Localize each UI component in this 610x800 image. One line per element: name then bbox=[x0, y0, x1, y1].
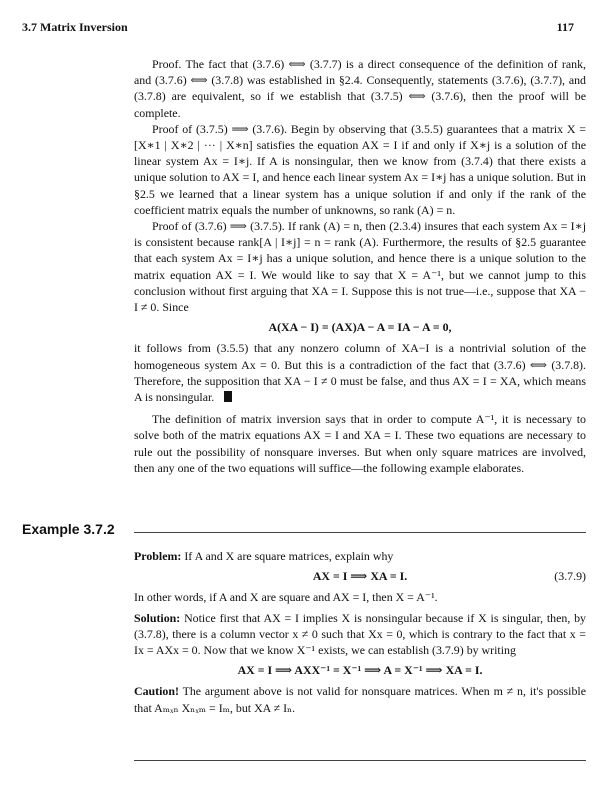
equation-chain: AX = I ⟹ AXX⁻¹ = X⁻¹ ⟹ A = X⁻¹ ⟹ XA = I. bbox=[237, 663, 483, 678]
definition-paragraph: The definition of matrix inversion says that in order to compute A⁻¹, it is necessary to solve both of the matrix equations AX = I and XA = I. These two equations are necessary to rule out the possibility of nonsquare inverses. But when only square matrices are involved, then any one of the two equations will suffice—the following example elaborates. bbox=[134, 412, 586, 475]
equation-number: (3.7.9) bbox=[554, 569, 586, 584]
equation-3-7-9: AX = I ⟹ XA = I. (3.7.9) bbox=[312, 569, 586, 584]
example-heading bbox=[22, 521, 586, 541]
example-block bbox=[134, 548, 586, 716]
qed-mark bbox=[224, 391, 232, 402]
page-number: 117 bbox=[556, 20, 574, 34]
solution-label: Solution: bbox=[134, 610, 181, 625]
example-end-rule bbox=[134, 760, 586, 761]
equation-1: A(XA − I) = (AX)A − A = IA − A = 0, bbox=[268, 320, 452, 335]
solution-paragraph: Solution: Notice first that AX = I implies X is nonsingular because if X is singular, then, by (3.7.8), there is a column vector x ≠ 0 such that Xx = 0, which is contrary to the fact that x = Ix = AXx = 0. Now that we know X⁻¹ exists, we can establish (3.7.9) by writing bbox=[134, 610, 586, 658]
proof-paragraph-1: Proof. The fact that (3.7.6) ⟺ (3.7.7) is a direct consequence of the definition of rank, and (3.7.6) ⟺ (3.7.8) was established in §2.4. Consequently, statements (3.7.6), (3.7.7), and (3.7.8) are equivalent, so if we establish that (3.7.5) ⟺ (3.7.6), then the proof will be complete. bbox=[134, 57, 586, 120]
problem-continuation: In other words, if A and X are square and AX = I, then X = A⁻¹. bbox=[134, 590, 438, 605]
proof-block bbox=[134, 56, 586, 476]
running-header bbox=[22, 20, 588, 36]
example-rule bbox=[134, 532, 586, 533]
caution-label: Caution! bbox=[134, 684, 179, 699]
caution-paragraph: Caution! The argument above is not valid for nonsquare matrices. When m ≠ n, it's possible that Aₘₓₙ Xₙₓₘ = Iₘ, but XA ≠ Iₙ. bbox=[134, 684, 586, 715]
section-title: 3.7 Matrix Inversion bbox=[22, 20, 128, 34]
problem-label: Problem: bbox=[134, 549, 182, 563]
problem-paragraph: Problem: If A and X are square matrices, explain why bbox=[134, 549, 394, 563]
proof-paragraph-3: Proof of (3.7.6) ⟹ (3.7.5). If rank (A) = n, then (2.3.4) insures that each system Ax = I∗j is consistent because rank[A | I∗j] = n = rank (A). Furthermore, the results of §2.5 guarantee that each system Ax = I∗j has a unique solution, and hence there is a unique solution to the matrix equation AX = I. We would like to say that X = A⁻¹, but we cannot jump to this conclusion without first arguing that XA = I. Suppose this is not true—i.e., suppose that XA − I ≠ 0. Since bbox=[134, 219, 586, 315]
example-label: Example 3.7.2 bbox=[22, 521, 115, 537]
proof-paragraph-2: Proof of (3.7.5) ⟹ (3.7.6). Begin by observing that (3.5.5) guarantees that a matrix X = [X∗1 | X∗2 | ··· | X∗n] satisfies the equation AX = I if and only if X∗j is a solution of the linear system Ax = I∗j. If A is nonsingular, then we know from (3.7.4) that there exists a unique solution to AX = I, and hence each linear system Ax = I∗j has a unique solution. But in §2.5 we learned that a linear system has a unique solution if and only if the rank of the coefficient matrix equals the number of unknowns, so rank (A) = n. bbox=[134, 121, 586, 217]
proof-conclusion: it follows from (3.5.5) that any nonzero column of XA−I is a nontrivial solution of the homogeneous system Ax = 0. But this is a contradiction of the fact that (3.7.6) ⟺ (3.7.8). Therefore, the supposition that XA − I ≠ 0 must be false, and thus AX = I = XA, which means A is nonsingular. bbox=[134, 341, 586, 405]
